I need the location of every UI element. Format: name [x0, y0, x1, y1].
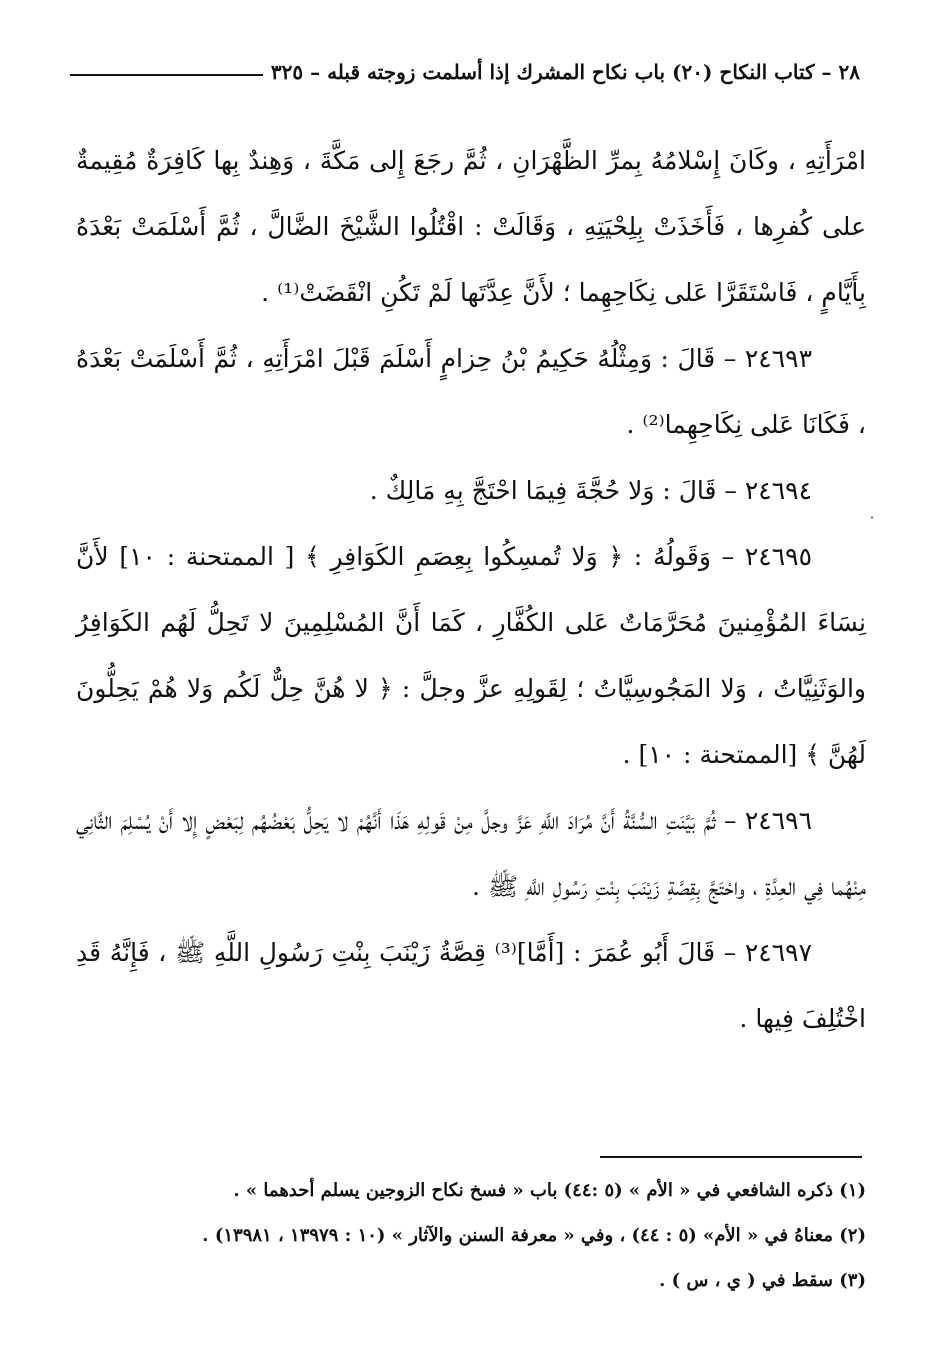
paragraph-24697: ٢٤٦٩٧ – قَالَ أَبُو عُمَرَ : [أَمَّا]⁽³⁾ قِصَّةُ زَيْنَبَ بِنْتِ رَسُولِ اللَّهِ ﷺ ، فَإِنَّهُ قَدِ اخْتُلِفَ فِيها . — [76, 938, 866, 1033]
footnote-3: (٣) سقط في ( ي ، س ) . — [659, 1270, 866, 1291]
paragraph-continuation: امْرَأَتِهِ ، وكَانَ إِسْلامُهُ بِمرِّ الظَّهْرَانِ ، ثُمَّ رجَعَ إِلى مَكَّةَ ، وَهِندٌ بِها كَافِرَةٌ مُقِيمةٌ على كُفرِها ، فَأَخَذَتْ بِلِحْيَتِهِ ، وَقَالَتْ : اقْتُلُوا الشَّيْخَ الضَّالَّ ، ثُمَّ أَسْلَمَتْ بَعْدَهُ بِأَيَّامٍ ، فَاسْتَقَرَّا عَلى نِكَاحِهِما ؛ لأَنَّ عِدَّتَها لَمْ تَكُنِ انْقَضَتْ⁽¹⁾ . — [76, 146, 866, 307]
running-header — [70, 54, 860, 90]
footnote-separator — [600, 1156, 862, 1158]
header-title: ٢٨ – كتاب النكاح (٢٠) باب نكاح المشرك إذا أسلمت زوجته قبله – ٣٢٥ — [270, 60, 860, 84]
footnote-1: (١) ذكره الشافعي في « الأم » (٥ :٤٤) باب « فسخ نكاح الزوجين يسلم أحدهما » . — [233, 1180, 866, 1201]
footnote-2: (٢) معناهُ في « الأم» (٥ : ٤٤) ، وفي « معرفة السنن والآثار » (١٠ : ١٣٩٧٩ ، ١٣٩٨١) . — [202, 1225, 866, 1246]
header-rule — [70, 74, 263, 76]
paragraph-24694: ٢٤٦٩٤ – قَالَ : وَلا حُجَّةَ فِيمَا احْتَجَّ بِهِ مَالِكٌ . — [369, 476, 812, 505]
paragraph-24695: ٢٤٦٩٥ – وَقَولُهُ : ﴿ وَلا تُمسِكُوا بِعِصَمِ الكَوَافِرِ ﴾ [ الممتحنة : ١٠] لأَنَّ نِسَاءَ المُؤْمِنينَ مُحَرَّمَاتٌ عَلى الكُفَّارِ ، كَمَا أَنَّ المُسْلِمِينَ لا تَحِلُّ لَهُم الكَوَافِرُ والوَثَنِيَّاتُ ، وَلا المَجُوسِيَّاتُ ؛ لِقَولِهِ عزَّ وجلَّ : ﴿ لا هُنَّ حِلٌّ لَكُم وَلا هُمْ يَحِلُّونَ لَهُنَّ ﴾ [الممتحنة : ١٠] . — [76, 542, 866, 769]
main-text — [76, 128, 866, 1052]
footnotes — [76, 1168, 866, 1303]
paragraph-24693: ٢٤٦٩٣ – قَالَ : وَمِثْلُهُ حَكِيمُ بْنُ حِزامٍ أَسْلَمَ قَبْلَ امْرَأَتِهِ ، ثُمَّ أَسْلَمَتْ بَعْدَهُ ، فَكَانَا عَلى نِكَاحِهِما⁽²⁾ . — [76, 344, 866, 439]
paragraph-24696: ٢٤٦٩٦ – ثُمَّ بَيَّنَتِ السُّنَّةُ أَنَّ مُرَادَ اللَّهِ عَزَّ وجلَّ مِنْ قَولِهِ هَذَا أَنَّهُمْ لا يَحِلُّ بَعْضُهُم لِبَعْضٍ إِلا أَنْ يُسْلِمَ الثَّانِي مِنْهُما فِي العِدَّةِ ، واحْتَجَّ بِقِصَّةِ زَيْنَبَ بِنْتِ رَسُولِ اللَّهِ ﷺ . — [76, 806, 866, 901]
margin-mark: ˙ — [868, 514, 876, 533]
